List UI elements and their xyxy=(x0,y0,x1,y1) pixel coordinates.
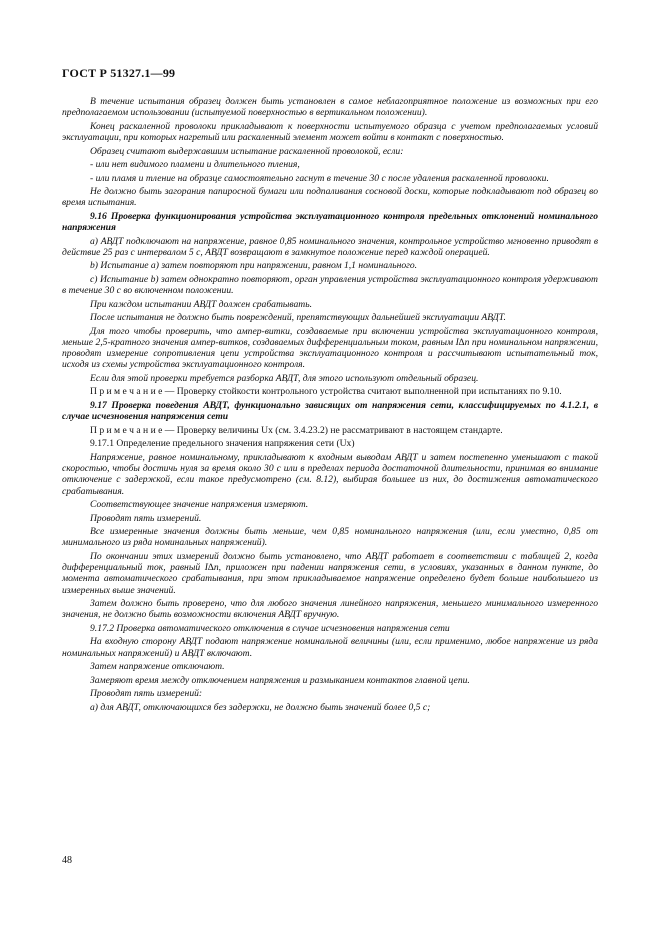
paragraph: По окончании этих измерений должно быть установлено, что АВДТ работает в соответствии с таблицей 2, когда дифференциальный ток, равный I∆n, приложен при падении напряжения сети, в условиях, указанных в данном пункте, до момента автоматического срабатывания, при этом прикладываемое напряжение определено будет больше наибольшего из измеренных выше значений. xyxy=(62,550,598,596)
subsection-heading-9-17-2: 9.17.2 Проверка автоматического отключения в случае исчезновения напряжения сети xyxy=(90,622,450,634)
paragraph: При каждом испытании АВДТ должен срабатывать. xyxy=(90,298,312,310)
paragraph: На входную сторону АВДТ подают напряжение номинальной величины (или, если применимо, любое напряжение из ряда номинальных напряжений) и АВДТ включают. xyxy=(62,636,598,659)
note: П р и м е ч а н и е — Проверку величины Ux (см. 3.4.23.2) не рассматривают в настоящем стандарте. xyxy=(90,424,503,436)
subsection-heading-9-17-1: 9.17.1 Определение предельного значения напряжения сети (Ux) xyxy=(90,438,355,450)
paragraph: После испытания не должно быть повреждений, препятствующих дальнейшей эксплуатации АВДТ. xyxy=(90,312,506,324)
paragraph: Затем напряжение отключают. xyxy=(90,661,225,673)
paragraph: В течение испытания образец должен быть установлен в самое неблагоприятное положение из возможных при его предполагаемом использовании (испытуемой поверхностью в вертикальном положении). xyxy=(62,96,598,119)
note: П р и м е ч а н и е — Проверку стойкости контрольного устройства считают выполненной при испытаниях по 9.10. xyxy=(90,386,562,398)
list-item: b) Испытание а) затем повторяют при напряжении, равном 1,1 номинального. xyxy=(90,260,418,272)
paragraph: Соответствующее значение напряжения измеряют. xyxy=(90,499,309,511)
list-item: а) АВДТ подключают на напряжение, равное 0,85 номинального значения, контрольное устройство мгновенно приводят в действие 25 раз с интервалом 5 с, АВДТ возвращают в замкнутое положение перед каждой операцией. xyxy=(62,235,598,258)
paragraph: Образец считают выдержавшим испытание раскаленной проволокой, если: xyxy=(90,145,404,157)
section-heading-9-17: 9.17 Проверка поведения АВДТ, функционально зависящих от напряжения сети, классифицируемых по 4.1.2.1, в случае исчезновения напряжения сети xyxy=(62,399,598,423)
list-item: а) для АВДТ, отключающихся без задержки, не должно быть значений более 0,5 с; xyxy=(90,701,431,713)
paragraph: Проводят пять измерений: xyxy=(90,688,203,700)
paragraph: Напряжение, равное номинальному, прикладывают к входным выводам АВДТ и затем постепенно уменьшают с такой скоростью, чтобы достичь нуля за время около 30 с или в пределах периода достаточной длительности, принимая во внимание отключение с задержкой, если такое предусмотрено (см. 8.12), выбирая большее из них, до достижения автоматического срабатывания. xyxy=(62,451,598,497)
paragraph: Затем должно быть проверено, что для любого значения линейного напряжения, меньшего минимального измеренного значения, не должно быть возможности включения АВДТ вручную. xyxy=(62,598,598,621)
section-heading-9-16: 9.16 Проверка функционирования устройства эксплуатационного контроля предельных отклонений номинального напряжения xyxy=(62,210,598,234)
paragraph: Для того чтобы проверить, что ампер-витки, создаваемые при включении устройства эксплуатационного контроля, меньше 2,5-кратного значения ампер-витков, создаваемых дифференциальным током, равным I∆n при номинальном напряжении, проводят измерение сопротивления цепи устройства эксплуатационного контроля и рассчитывают испытательный ток, исходя из схемы устройства эксплуатационного контроля. xyxy=(62,325,598,371)
list-item: - или пламя и тление на образце самостоятельно гаснут в течение 30 с после удаления раскаленной проволоки. xyxy=(90,172,549,184)
paragraph: Конец раскаленной проволоки прикладывают к поверхности испытуемого образца с учетом предполагаемых условий эксплуатации, при которых нагретый или раскаленный элемент может войти в контакт с поверхностью. xyxy=(62,120,598,144)
paragraph: Если для этой проверки требуется разборка АВДТ, для этого используют отдельный образец. xyxy=(90,372,479,384)
page-body xyxy=(62,96,598,715)
page-number: 48 xyxy=(62,855,72,866)
paragraph: Не должно быть загорания папиросной бумаги или подпаливания сосновой доски, которые подкладывают под образец во время испытания. xyxy=(62,186,598,209)
document-standard-id: ГОСТ Р 51327.1—99 xyxy=(62,66,176,80)
paragraph: Все измеренные значения должны быть меньше, чем 0,85 номинального напряжения (или, если уместно, 0,85 от минимального из ряда номинальных напряжений). xyxy=(62,526,598,549)
list-item: с) Испытание b) затем однократно повторяют, орган управления устройства эксплуатационного контроля удерживают в течение 30 с во включенном положении. xyxy=(62,273,598,297)
list-item: - или нет видимого пламени и длительного тления, xyxy=(90,159,300,171)
paragraph: Проводят пять измерений. xyxy=(90,512,202,524)
paragraph: Замеряют время между отключением напряжения и размыканием контактов главной цепи. xyxy=(90,674,470,686)
